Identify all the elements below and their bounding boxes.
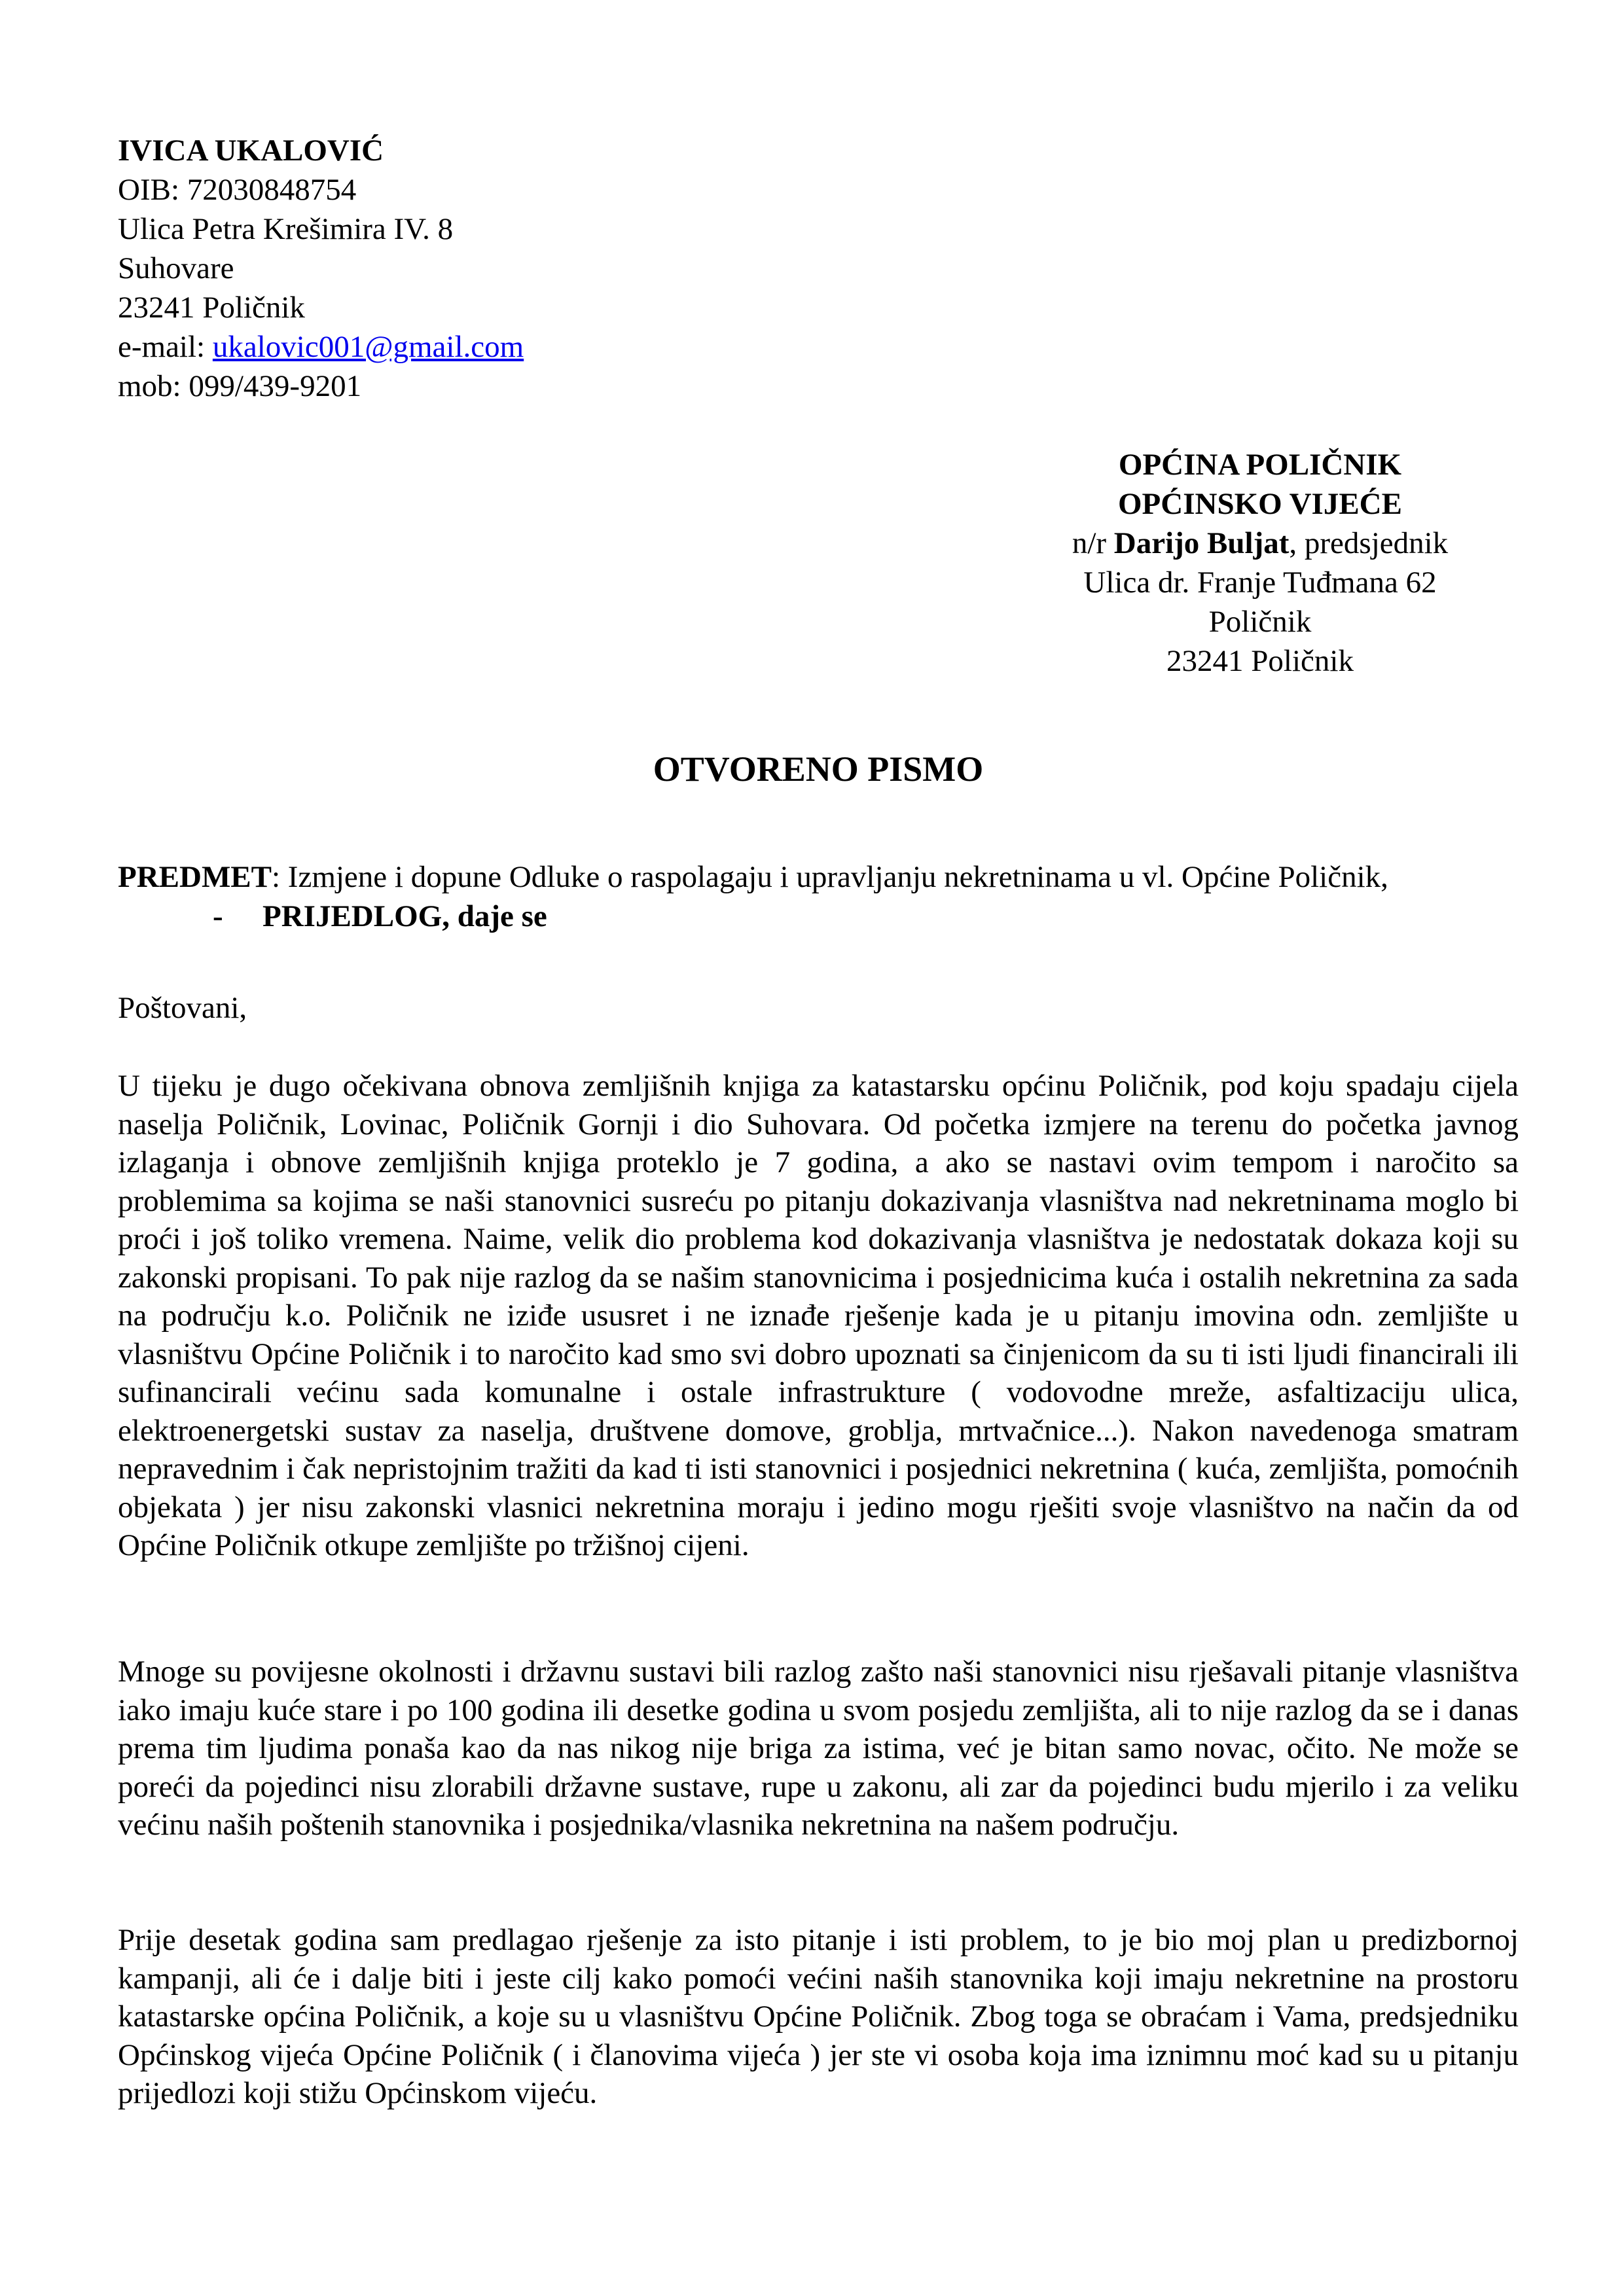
recipient-city: 23241 Poličnik	[1166, 644, 1354, 678]
subject-line	[118, 857, 1519, 897]
recipient-council: OPĆINSKO VIJEĆE	[1118, 487, 1402, 521]
body-paragraph-3: Prije desetak godina sam predlagao rješenje za isto pitanje i isti problem, to je bio moj plan u predizbornoj kampanji, ali će i dalje biti i jeste cilj kako pomoći većini naših stanovnika koji imaju nekretnine na prostoru katastarske općina Poličnik, a koje su u vlasništvu Općine Poličnik. Zbog toga se obraćam i Vama, predsjedniku Općinskog vijeća Općine Poličnik ( i članovima vijeća ) jer ste vi osoba koja ima iznimnu moć kad su u pitanju prijedlozi koji stižu Općinskom vijeću.	[118, 1923, 1519, 2110]
subject-item-text: PRIJEDLOG, daje se	[262, 899, 547, 933]
subject-block	[118, 857, 1519, 936]
sender-city: 23241 Poličnik	[118, 291, 305, 325]
sender-email-line	[118, 327, 1473, 367]
body-paragraph-1: U tijeku je dugo očekivana obnova zemljišnih knjiga za katastarsku općinu Poličnik, pod koju spadaju cijela naselja Poličnik, Lovinac, Poličnik Gornji i dio Suhovara. Od početka izmjere na terenu do početka javnog izlaganja i obnove zemljišnih knjiga proteklo je 7 godina, a ako se nastavi ovim tempom i naročito sa problemima sa kojima se naši stanovnici susreću po pitanju dokazivanja vlasništva nad nekretninama moglo bi proći i još toliko vremena. Naime, velik dio problema kod dokazivanja vlasništva je nedostatak dokaza koji su zakonski propisani. To pak nije razlog da se našim stanovnicima i posjednicima kuća i ostalih nekretnina za sada na području k.o. Poličnik ne iziđe ususret i ne iznađe rješenje kada je u pitanju imovina odn. zemljište u vlasništvu Općine Poličnik i to naročito kad smo svi dobro upoznati sa činjenicom da su ti isti ljudi financirali ili sufinancirali većinu sada komunalne i ostale infrastrukture ( vodovodne mreže, asfaltizaciju ulica, elektroenergetski sustav za naselja, društvene domove, groblja, mrtvačnice...). Nakon navedenoga smatram nepravednim i čak nepristojnim tražiti da kad ti isti stanovnici i posjednici nekretnina ( kuća, zemljišta, pomoćnih objekata ) jer nisu zakonski vlasnici nekretnina moraju i jedino mogu rješiti svoje vlasništvo na način da od Općine Poličnik otkupe zemljište po tržišnoj cijeni.	[118, 1069, 1519, 1562]
subject-label: PREDMET	[118, 860, 272, 894]
sender-email-link[interactable]: ukalovic001@gmail.com	[212, 330, 524, 364]
recipient-street: Ulica dr. Franje Tuđmana 62	[1083, 565, 1437, 600]
sender-block	[118, 131, 1473, 406]
subject-bullet: -	[213, 899, 223, 933]
recipient-attn-prefix: n/r	[1072, 526, 1114, 560]
letter-title: OTVORENO PISMO	[653, 749, 984, 789]
letter-page	[118, 131, 1519, 2110]
recipient-place: Poličnik	[1208, 605, 1312, 639]
greeting: Poštovani,	[118, 991, 247, 1025]
body-paragraph-2: Mnoge su povijesne okolnosti i državnu sustavi bili razlog zašto naši stanovnici nisu rješavali pitanje vlasništva iako imaju kuće stare i po 100 godina ili desetke godina u svom posjedu zemljišta, ali to nije razlog da se i danas prema tim ljudima ponaša kao da nas nikog nije briga za istima, već je bitan samo novac, očito. Ne može se poreći da pojedinci nisu zlorabili državne sustave, rupe u zakonu, ali zar da pojedinci budu mjerilo i za veliku većinu naših poštenih stanovnika i posjednika/vlasnika nekretnina na našem području.	[118, 1655, 1519, 1842]
sender-name: IVICA UKALOVIĆ	[118, 134, 384, 168]
recipient-attn-role: , predsjednik	[1289, 526, 1449, 560]
subject-text: : Izmjene i dopune Odluke o raspolagaju i upravljanju nekretninama u vl. Općine Poličnik,	[272, 860, 1388, 894]
sender-street: Ulica Petra Krešimira IV. 8	[118, 212, 454, 246]
sender-mobile: mob: 099/439-9201	[118, 369, 362, 403]
recipient-attn-name: Darijo Buljat	[1113, 526, 1290, 560]
sender-village: Suhovare	[118, 251, 234, 285]
recipient-attention	[1001, 524, 1519, 563]
subject-item	[118, 897, 1519, 936]
sender-email-label: e-mail:	[118, 330, 213, 364]
sender-oib: OIB: 72030848754	[118, 173, 357, 207]
recipient-block	[1001, 445, 1519, 681]
recipient-municipality: OPĆINA POLIČNIK	[1118, 448, 1402, 482]
